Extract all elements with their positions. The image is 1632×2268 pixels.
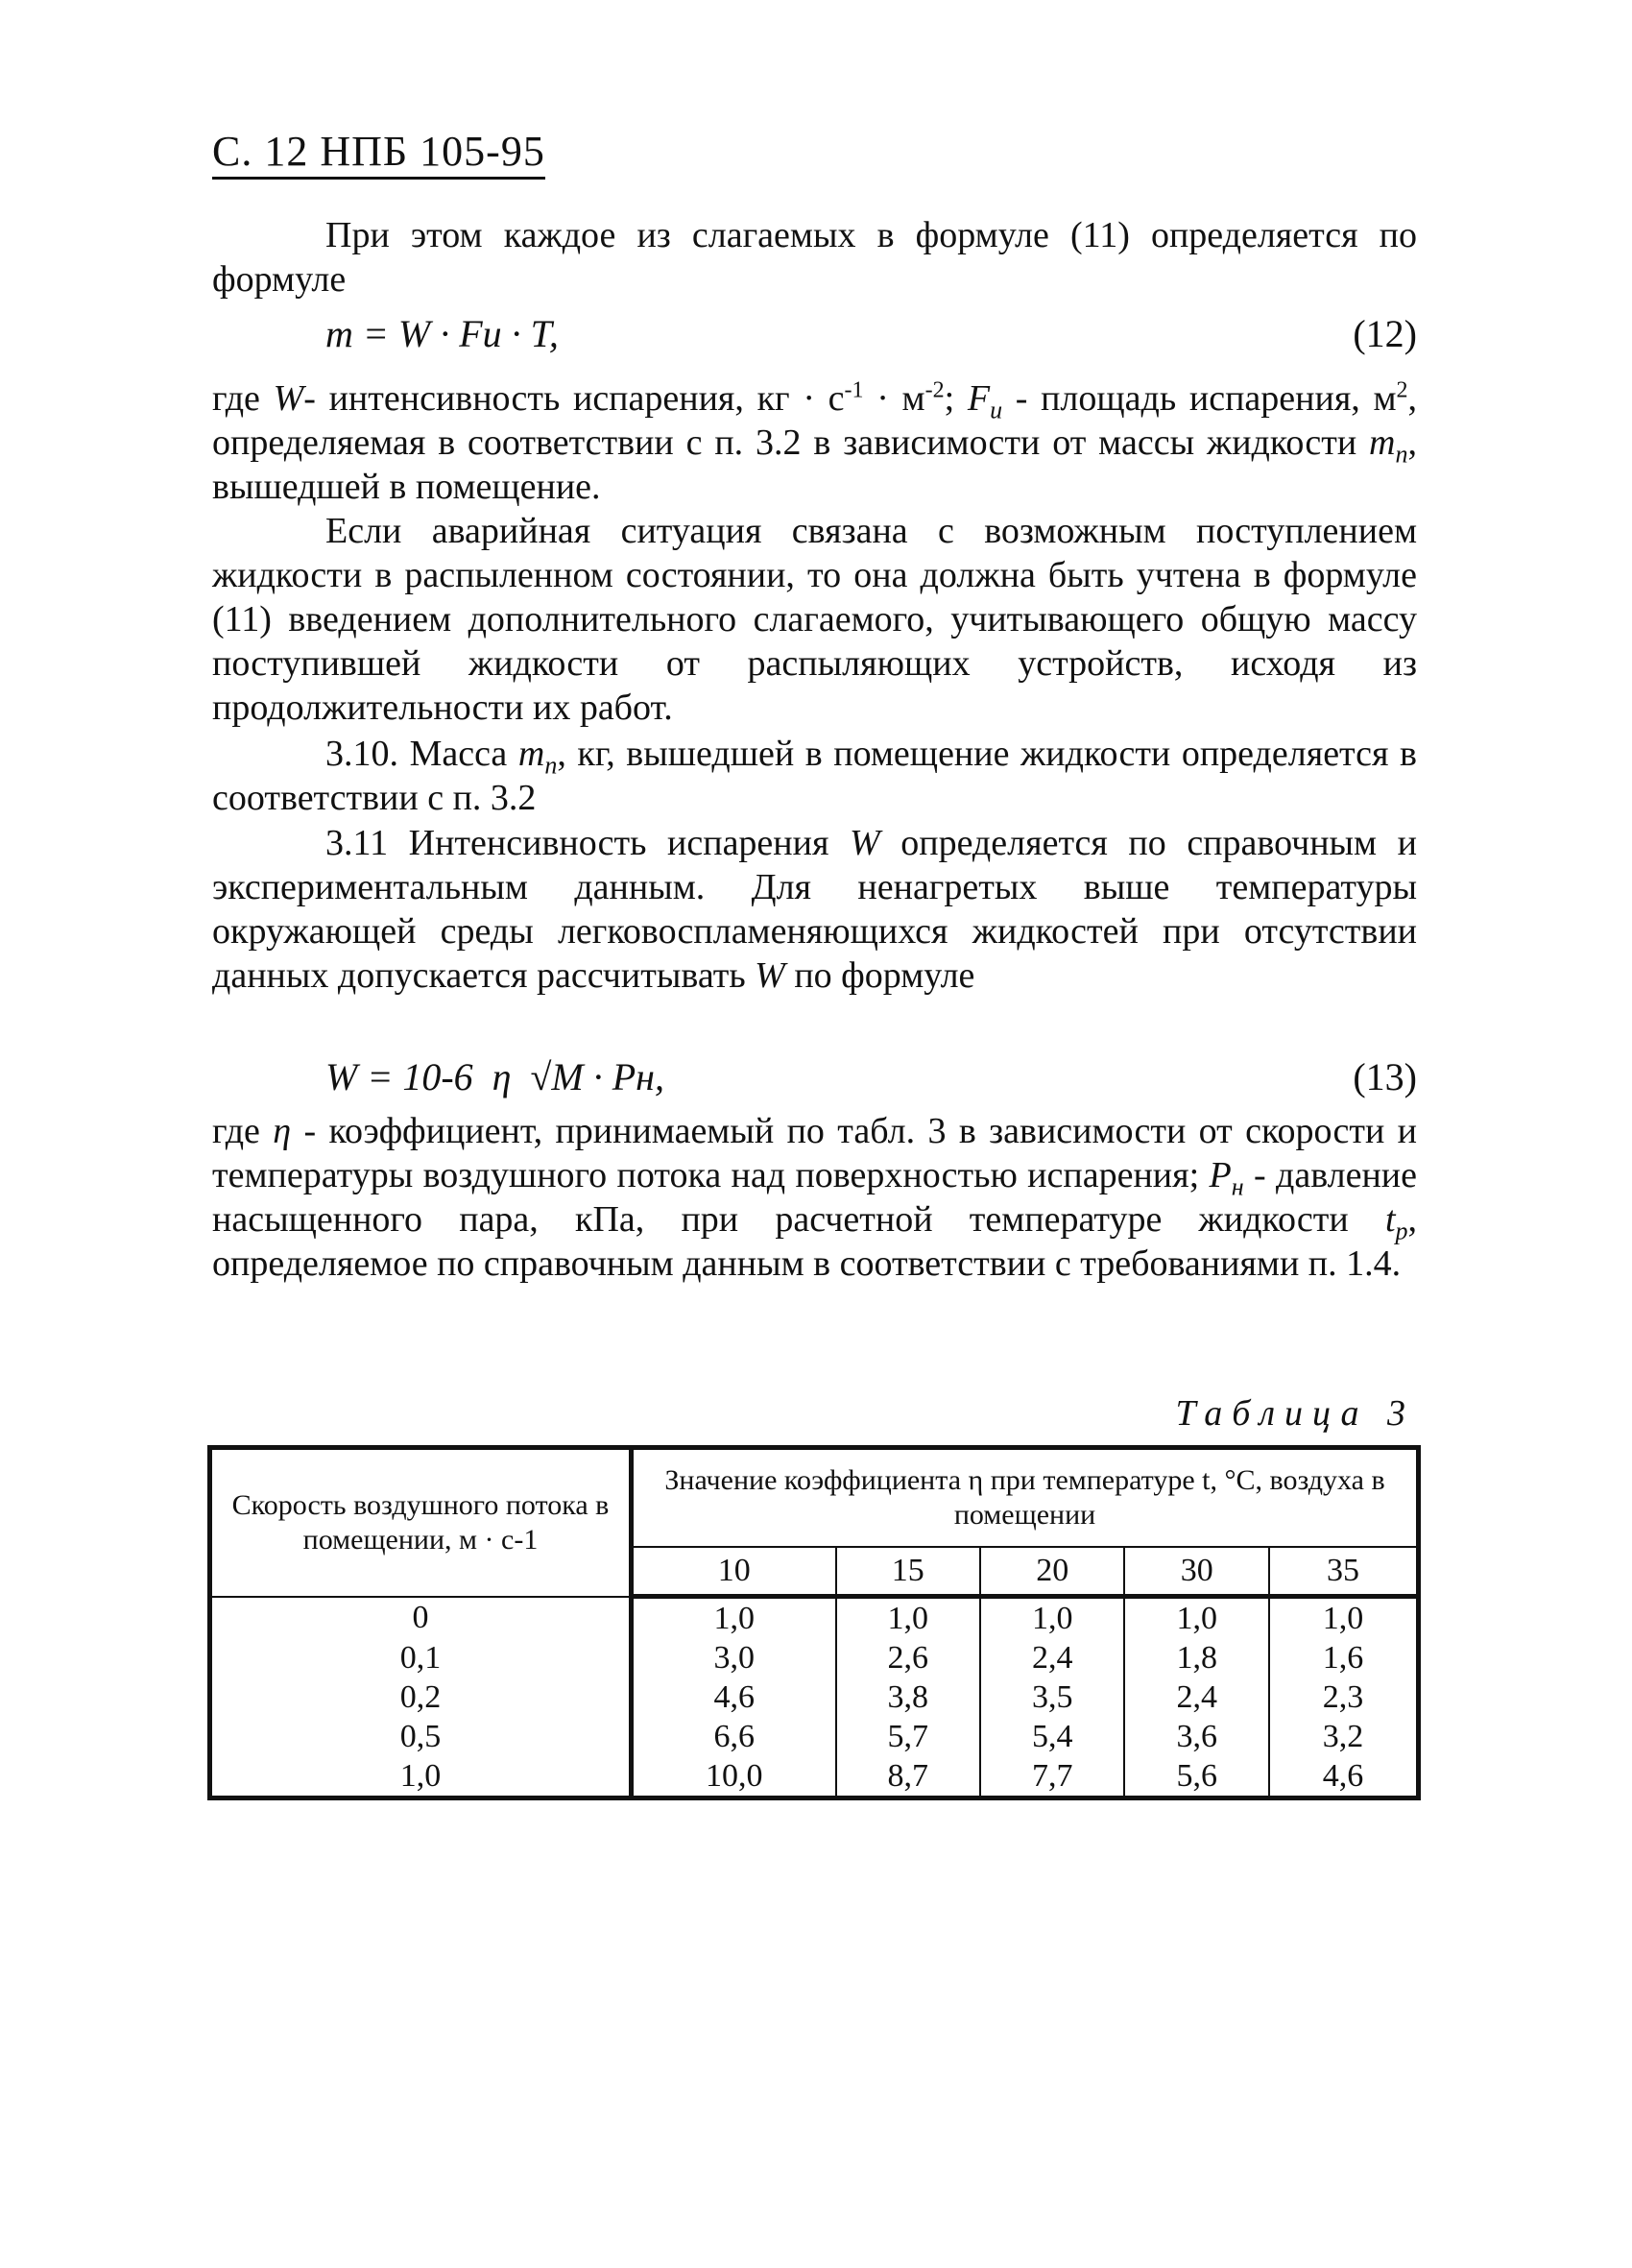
paragraph-spray-situation: Если аварийная ситуация связана с возможным поступлением жидкости в распыленном состоянии, то она должна быть учтена в формуле (11) введением дополнительного слагаемого, учитывающего общую массу поступившей жидкости от распыляющих устройств, исходя из продолжительности их работ. — [212, 511, 1417, 728]
coefficient-cell: 3,5 — [980, 1677, 1124, 1717]
coefficient-cell: 1,0 — [980, 1597, 1124, 1639]
coefficient-cell: 1,8 — [1124, 1638, 1268, 1677]
paragraph-intro: При этом каждое из слагаемых в формуле (11) определяется по формуле — [212, 215, 1417, 300]
table-row — [210, 1717, 1419, 1756]
coefficient-cell: 3,6 — [1124, 1717, 1268, 1756]
paragraph-definitions-13: где η - коэффициент, принимаемый по табл. 3 в зависимости от скорости и температуры воздушного потока над поверхностью испарения; $P_н$ - давление насыщенного пара, кПа, при расчетной температуре жидкости $t_р$, определяемое по справочным данным в соответствии с требованиями п. 1.4. — [212, 1111, 1417, 1284]
coefficient-cell: 1,6 — [1269, 1638, 1419, 1677]
coefficient-cell: 4,6 — [632, 1677, 836, 1717]
table-row — [210, 1677, 1419, 1717]
speed-cell: 1,0 — [210, 1756, 632, 1798]
table-row — [210, 1597, 1419, 1639]
speed-cell: 0,2 — [210, 1677, 632, 1717]
coefficient-cell: 1,0 — [1269, 1597, 1419, 1639]
paragraph-definitions-12: где W- интенсивность испарения, кг · $с^{-1} \cdot м^{-2}$; $F_и$ - площадь испарения, $м^2$, определяемая в соответствии с п. 3.2 в зависимости от массы жидкости $m_п$, вышедшей в помещение. — [212, 377, 1418, 507]
table-row — [210, 1756, 1419, 1798]
coefficient-cell: 5,4 — [980, 1717, 1124, 1756]
formula-12-expression: m = W · Fи · T, — [325, 312, 559, 355]
temperature-header: 10 — [632, 1547, 836, 1597]
coefficient-column-header: Значение коэффициента η при температуре t, °С, воздуха в помещении — [632, 1448, 1419, 1548]
paragraph-3-10: 3.10. Масса $m_п$, кг, вышедшей в помещение жидкости определяется в соответствии с п. 3.2 — [212, 734, 1417, 818]
coefficient-cell: 3,0 — [632, 1638, 836, 1677]
coefficient-cell: 7,7 — [980, 1756, 1124, 1798]
coefficient-cell: 1,0 — [836, 1597, 980, 1639]
speed-cell: 0,5 — [210, 1717, 632, 1756]
coefficient-cell: 10,0 — [632, 1756, 836, 1798]
temperature-header: 20 — [980, 1547, 1124, 1597]
paragraph-3-11: 3.11 Интенсивность испарения W определяется по справочным и экспериментальным данным. Для ненагретых выше температуры окружающей среды легковоспламеняющихся жидкостей при отсутствии данных допускается рассчитывать W по формуле — [212, 823, 1418, 996]
coefficient-cell: 1,0 — [632, 1597, 836, 1639]
speed-column-header: Скорость воздушного потока в помещении, м · с-1 — [210, 1448, 632, 1597]
coefficient-cell: 2,4 — [1124, 1677, 1268, 1717]
coefficient-table — [207, 1445, 1421, 1800]
table-caption: Таблица 3 — [1175, 1393, 1415, 1434]
formula-12-number: (12) — [1353, 312, 1417, 355]
coefficient-cell: 3,2 — [1269, 1717, 1419, 1756]
page-header: С. 12 НПБ 105-95 — [212, 127, 545, 180]
speed-cell: 0 — [210, 1597, 632, 1639]
temperature-header: 35 — [1269, 1547, 1419, 1597]
coefficient-cell: 2,3 — [1269, 1677, 1419, 1717]
coefficient-cell: 1,0 — [1124, 1597, 1268, 1639]
coefficient-cell: 5,7 — [836, 1717, 980, 1756]
temperature-header: 30 — [1124, 1547, 1268, 1597]
coefficient-cell: 5,6 — [1124, 1756, 1268, 1798]
coefficient-cell: 6,6 — [632, 1717, 836, 1756]
coefficient-cell: 4,6 — [1269, 1756, 1419, 1798]
table-row — [210, 1638, 1419, 1677]
formula-13-number: (13) — [1353, 1055, 1417, 1098]
coefficient-cell: 3,8 — [836, 1677, 980, 1717]
coefficient-cell: 8,7 — [836, 1756, 980, 1798]
coefficient-cell: 2,4 — [980, 1638, 1124, 1677]
speed-cell: 0,1 — [210, 1638, 632, 1677]
formula-13-expression: W = 10-6 η √M · Pн, — [325, 1055, 665, 1098]
temperature-header: 15 — [836, 1547, 980, 1597]
coefficient-cell: 2,6 — [836, 1638, 980, 1677]
